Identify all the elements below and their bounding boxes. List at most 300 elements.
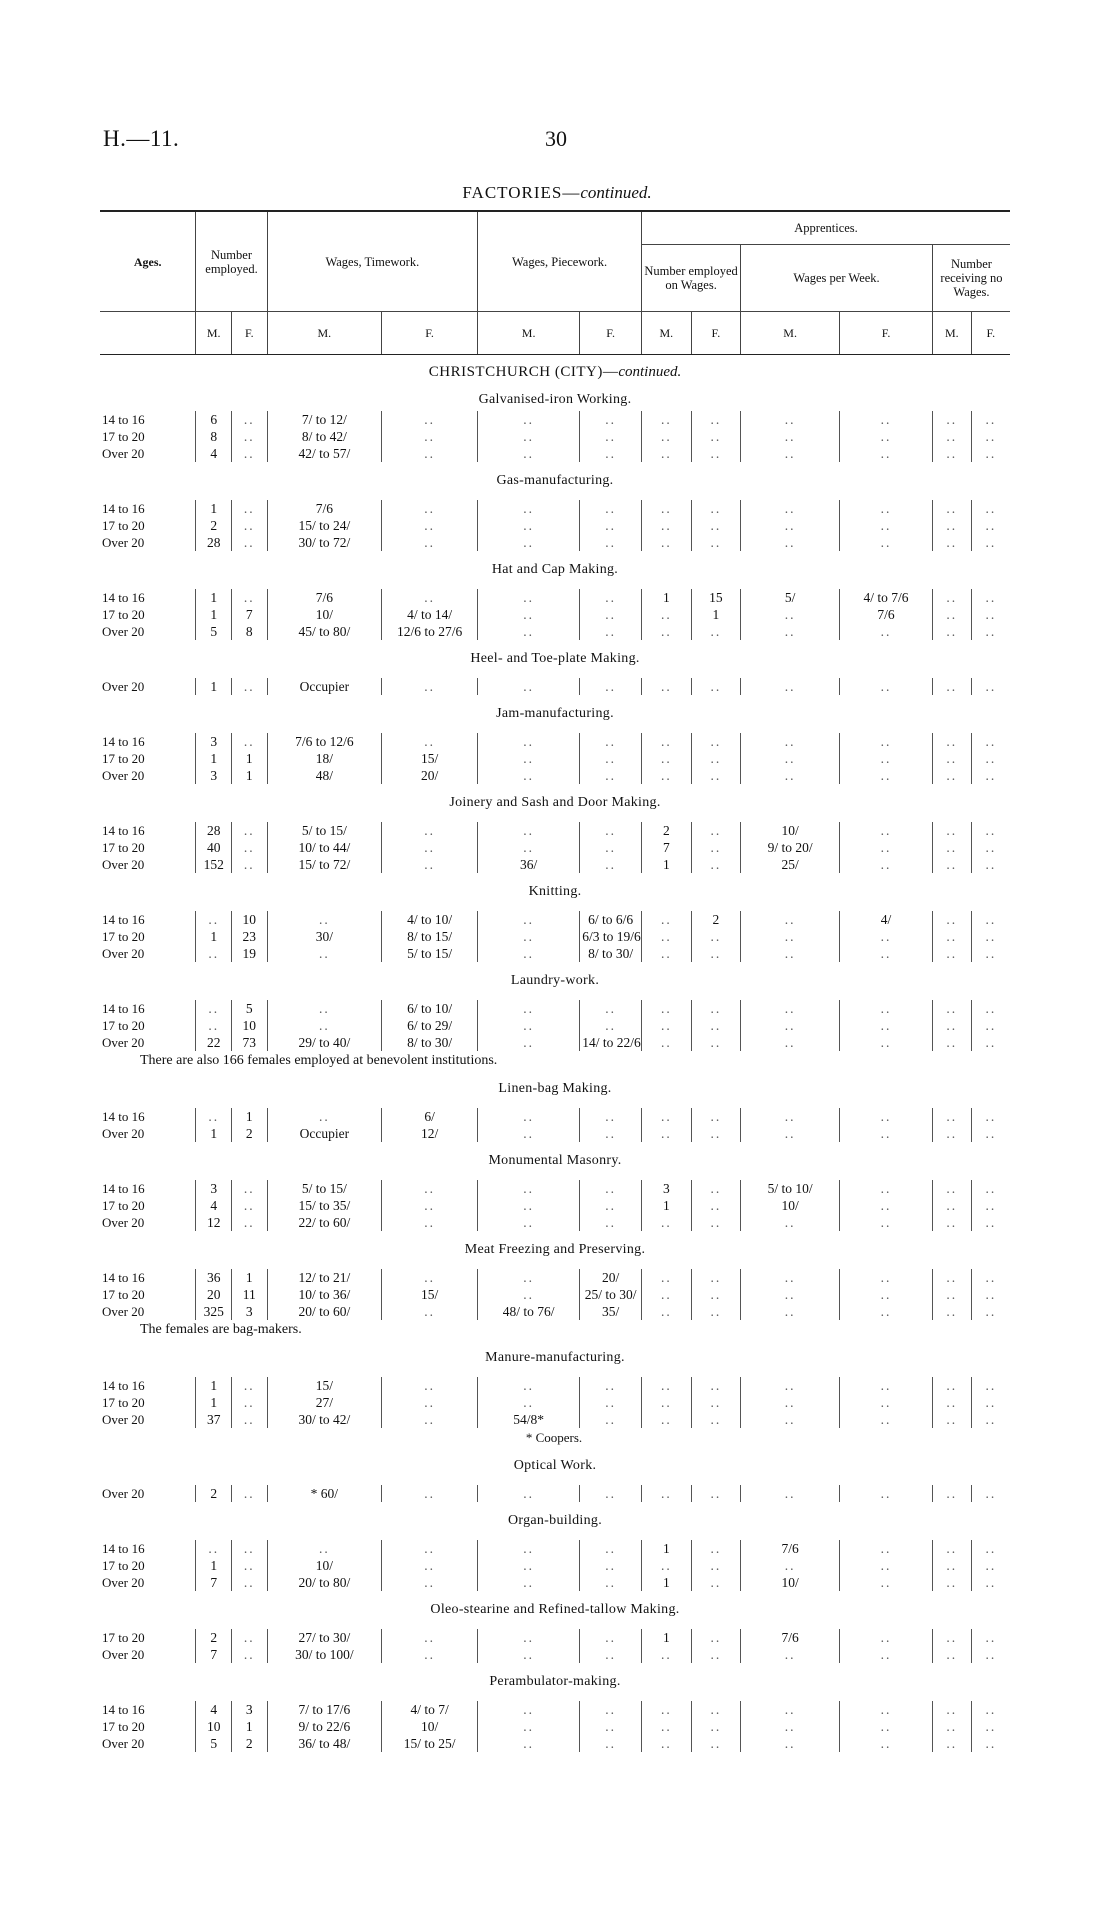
cell-timework-m: ..: [267, 945, 382, 962]
cell-apprentice-rate-m: ..: [741, 928, 840, 945]
cell-apprentice-rate-f: ..: [840, 1214, 933, 1231]
cell-employed-m: ..: [196, 911, 232, 928]
cell-apprentice-rate-f: ..: [840, 1269, 933, 1286]
cell-apprentice-rate-m: ..: [741, 1701, 840, 1718]
region-name: CHRISTCHURCH (CITY)—: [428, 364, 619, 380]
trade-heading: Meat Freezing and Preserving.: [464, 1242, 646, 1257]
cell-timework-m: 27/ to 30/: [267, 1629, 382, 1646]
cell-apprentice-rate-m: ..: [741, 767, 840, 784]
table-row: [100, 1197, 1010, 1214]
trade-heading: Galvanised-iron Working.: [478, 392, 632, 407]
cell-apprentice-rate-f: ..: [840, 928, 933, 945]
cell-apprentice-rate-f: ..: [840, 1574, 933, 1591]
cell-piecework-f: ..: [580, 623, 642, 640]
cell-apprentice-rate-m: ..: [741, 1269, 840, 1286]
cell-timework-m: 30/ to 100/: [267, 1646, 382, 1663]
cell-timework-f: 4/ to 14/: [382, 606, 478, 623]
cell-timework-f: ..: [382, 1214, 478, 1231]
cell-apprentice-wages-f: ..: [691, 445, 741, 462]
cell-apprentice-wages-f: ..: [691, 839, 741, 856]
cell-piecework-m: ..: [478, 1269, 580, 1286]
cell-apprentice-rate-m: ..: [741, 1411, 840, 1428]
cell-apprentice-rate-f: 4/: [840, 911, 933, 928]
table-row: [100, 839, 1010, 856]
cell-apprentice-rate-m: 5/ to 10/: [741, 1180, 840, 1197]
cell-timework-m: ..: [267, 1017, 382, 1034]
cell-employed-m: ..: [196, 1108, 232, 1125]
cell-piecework-f: ..: [580, 839, 642, 856]
page-identifier: H.—11.: [103, 126, 180, 151]
cell-timework-m: 5/ to 15/: [267, 1180, 382, 1197]
cell-timework-f: ..: [382, 1411, 478, 1428]
cell-age: 14 to 16: [100, 1000, 196, 1017]
cell-apprentice-nowage-m: ..: [932, 1540, 971, 1557]
cell-apprentice-rate-m: ..: [741, 733, 840, 750]
cell-apprentice-wages-f: ..: [691, 428, 741, 445]
header-wages-piecework: Wages, Piecework.: [478, 211, 642, 312]
cell-apprentice-wages-f: ..: [691, 411, 741, 428]
cell-piecework-m: ..: [478, 1180, 580, 1197]
cell-apprentice-nowage-f: ..: [985, 946, 997, 961]
cell-piecework-m: ..: [478, 1000, 580, 1017]
cell-employed-f: 73: [232, 1034, 268, 1051]
table-row: [100, 928, 1010, 945]
cell-employed-f: ..: [232, 534, 268, 551]
cell-apprentice-nowage-m: ..: [932, 1017, 971, 1034]
cell-age: 17 to 20: [100, 606, 196, 623]
cell-apprentice-rate-m: ..: [741, 1108, 840, 1125]
cell-piecework-m: ..: [478, 1485, 580, 1502]
cell-apprentice-rate-f: ..: [840, 1411, 933, 1428]
cell-apprentice-nowage-m: ..: [932, 1646, 971, 1663]
cell-apprentice-rate-m: 10/: [741, 1197, 840, 1214]
cell-piecework-m: ..: [478, 428, 580, 445]
cell-employed-f: ..: [232, 500, 268, 517]
cell-apprentice-rate-f: ..: [840, 1377, 933, 1394]
table-row: [100, 589, 1010, 606]
cell-timework-m: 15/ to 72/: [267, 856, 382, 873]
cell-apprentice-wages-f: ..: [691, 1125, 741, 1142]
cell-timework-f: 8/ to 15/: [382, 928, 478, 945]
cell-timework-f: ..: [382, 428, 478, 445]
cell-apprentice-nowage-m: ..: [932, 606, 971, 623]
cell-apprentice-wages-f: ..: [691, 1269, 741, 1286]
cell-apprentice-nowage-f: ..: [985, 1270, 997, 1285]
cell-apprentice-nowage-m: ..: [932, 1377, 971, 1394]
cell-timework-f: ..: [382, 1646, 478, 1663]
cell-age: 17 to 20: [100, 839, 196, 856]
cell-piecework-m: ..: [478, 1629, 580, 1646]
cell-timework-f: ..: [382, 1180, 478, 1197]
cell-apprentice-rate-f: ..: [840, 1735, 933, 1752]
cell-timework-m: ..: [267, 1108, 382, 1125]
table-row: [100, 500, 1010, 517]
cell-timework-m: 10/ to 44/: [267, 839, 382, 856]
cell-apprentice-nowage-m: ..: [932, 839, 971, 856]
table-row: [100, 1735, 1010, 1752]
trade-heading: Manure-manufacturing.: [485, 1350, 625, 1365]
cell-apprentice-rate-f: ..: [840, 678, 933, 695]
table-row: [100, 678, 1010, 695]
cell-apprentice-rate-f: ..: [840, 1394, 933, 1411]
cell-employed-m: 6: [196, 411, 232, 428]
cell-employed-f: ..: [232, 517, 268, 534]
cell-piecework-f: ..: [580, 534, 642, 551]
header-m: M.: [642, 312, 692, 355]
trade-heading: Knitting.: [528, 884, 582, 899]
cell-age: Over 20: [100, 1303, 196, 1320]
header-number-employed: Number employed.: [196, 211, 267, 312]
table-row: [100, 945, 1010, 962]
cell-employed-m: 36: [196, 1269, 232, 1286]
cell-timework-m: 29/ to 40/: [267, 1034, 382, 1051]
cell-employed-f: 3: [232, 1303, 268, 1320]
cell-employed-m: 7: [196, 1574, 232, 1591]
cell-timework-f: ..: [382, 589, 478, 606]
trade-heading: Oleo-stearine and Refined-tallow Making.: [430, 1602, 680, 1617]
cell-age: 17 to 20: [100, 1557, 196, 1574]
cell-employed-f: 23: [232, 928, 268, 945]
cell-piecework-f: ..: [580, 1629, 642, 1646]
cell-age: Over 20: [100, 856, 196, 873]
cell-age: 14 to 16: [100, 1377, 196, 1394]
cell-employed-f: ..: [232, 1411, 268, 1428]
cell-employed-f: ..: [232, 822, 268, 839]
cell-apprentice-nowage-f: ..: [985, 1198, 997, 1213]
cell-apprentice-rate-m: ..: [741, 534, 840, 551]
cell-apprentice-wages-f: ..: [691, 1557, 741, 1574]
section-note: The females are bag-makers.: [140, 1322, 302, 1337]
cell-piecework-f: ..: [580, 1701, 642, 1718]
cell-age: 14 to 16: [100, 411, 196, 428]
cell-apprentice-rate-m: ..: [741, 1125, 840, 1142]
cell-apprentice-wages-f: ..: [691, 928, 741, 945]
cell-employed-f: ..: [232, 428, 268, 445]
region-continued: continued.: [618, 364, 682, 380]
table-row: [100, 1574, 1010, 1591]
cell-piecework-m: ..: [478, 1197, 580, 1214]
cell-piecework-m: ..: [478, 500, 580, 517]
cell-piecework-f: 14/ to 22/6: [580, 1034, 642, 1051]
cell-age: Over 20: [100, 1646, 196, 1663]
cell-piecework-m: ..: [478, 767, 580, 784]
cell-apprentice-nowage-f: ..: [985, 768, 997, 783]
cell-apprentice-rate-m: ..: [741, 623, 840, 640]
cell-apprentice-rate-f: ..: [840, 750, 933, 767]
cell-timework-f: ..: [382, 1394, 478, 1411]
cell-apprentice-wages-f: ..: [691, 1574, 741, 1591]
cell-apprentice-nowage-m: ..: [932, 1180, 971, 1197]
table-row: [100, 1377, 1010, 1394]
cell-apprentice-wages-m: ..: [642, 1125, 692, 1142]
cell-apprentice-nowage-m: ..: [932, 623, 971, 640]
cell-apprentice-wages-f: ..: [691, 1000, 741, 1017]
cell-piecework-f: ..: [580, 1574, 642, 1591]
cell-age: 17 to 20: [100, 517, 196, 534]
cell-timework-f: ..: [382, 1629, 478, 1646]
cell-apprentice-rate-f: 7/6: [840, 606, 933, 623]
table-row: [100, 1125, 1010, 1142]
cell-age: Over 20: [100, 1411, 196, 1428]
cell-piecework-f: ..: [580, 733, 642, 750]
cell-apprentice-nowage-m: ..: [932, 1557, 971, 1574]
cell-apprentice-wages-m: ..: [642, 445, 692, 462]
cell-age: Over 20: [100, 1574, 196, 1591]
cell-timework-f: ..: [382, 822, 478, 839]
table-row: [100, 1108, 1010, 1125]
cell-apprentice-nowage-f: ..: [985, 1287, 997, 1302]
cell-apprentice-rate-m: ..: [741, 678, 840, 695]
cell-apprentice-nowage-f: ..: [985, 1109, 997, 1124]
cell-apprentice-wages-f: ..: [691, 1701, 741, 1718]
cell-piecework-m: ..: [478, 411, 580, 428]
table-row: [100, 1214, 1010, 1231]
cell-apprentice-rate-m: ..: [741, 750, 840, 767]
cell-apprentice-wages-m: ..: [642, 1017, 692, 1034]
region-heading: [100, 355, 1010, 390]
cell-apprentice-wages-f: ..: [691, 1214, 741, 1231]
cell-apprentice-wages-m: ..: [642, 911, 692, 928]
cell-employed-m: 1: [196, 500, 232, 517]
cell-timework-m: 7/6: [267, 589, 382, 606]
cell-age: 17 to 20: [100, 1394, 196, 1411]
cell-age: 14 to 16: [100, 911, 196, 928]
cell-age: 17 to 20: [100, 1718, 196, 1735]
cell-timework-f: ..: [382, 1557, 478, 1574]
cell-apprentice-wages-f: ..: [691, 1180, 741, 1197]
cell-apprentice-nowage-f: ..: [985, 823, 997, 838]
cell-apprentice-rate-f: ..: [840, 1108, 933, 1125]
cell-employed-f: 2: [232, 1125, 268, 1142]
cell-apprentice-nowage-f: ..: [985, 624, 997, 639]
cell-apprentice-wages-m: 3: [642, 1180, 692, 1197]
cell-piecework-f: ..: [580, 822, 642, 839]
cell-apprentice-wages-f: ..: [691, 1108, 741, 1125]
cell-apprentice-rate-f: ..: [840, 1557, 933, 1574]
cell-piecework-f: ..: [580, 1718, 642, 1735]
page-number: 30: [545, 126, 567, 151]
cell-age: Over 20: [100, 678, 196, 695]
cell-timework-m: 36/ to 48/: [267, 1735, 382, 1752]
cell-employed-m: 5: [196, 623, 232, 640]
cell-timework-m: 45/ to 80/: [267, 623, 382, 640]
cell-employed-f: ..: [232, 856, 268, 873]
cell-timework-f: 20/: [382, 767, 478, 784]
cell-employed-m: 1: [196, 750, 232, 767]
header-f: F.: [971, 312, 1010, 355]
header-ages-blank: [100, 312, 196, 355]
cell-piecework-f: ..: [580, 1557, 642, 1574]
trade-heading: Hat and Cap Making.: [491, 562, 619, 577]
cell-employed-f: 19: [232, 945, 268, 962]
cell-age: 17 to 20: [100, 1197, 196, 1214]
cell-employed-f: 3: [232, 1701, 268, 1718]
cell-employed-f: ..: [232, 1197, 268, 1214]
header-ages: Ages.: [100, 211, 196, 312]
cell-apprentice-wages-f: 15: [691, 589, 741, 606]
cell-apprentice-wages-f: ..: [691, 517, 741, 534]
cell-apprentice-nowage-m: ..: [932, 767, 971, 784]
cell-timework-f: ..: [382, 1377, 478, 1394]
cell-employed-f: 8: [232, 623, 268, 640]
cell-piecework-m: ..: [478, 623, 580, 640]
document-title: [0, 183, 1114, 203]
cell-piecework-m: ..: [478, 589, 580, 606]
cell-piecework-m: ..: [478, 1557, 580, 1574]
table-row: [100, 606, 1010, 623]
cell-piecework-m: ..: [478, 839, 580, 856]
cell-apprentice-nowage-f: ..: [985, 1486, 997, 1501]
cell-piecework-m: ..: [478, 1735, 580, 1752]
table-row: [100, 1286, 1010, 1303]
cell-apprentice-wages-m: ..: [642, 623, 692, 640]
cell-piecework-m: ..: [478, 1286, 580, 1303]
cell-apprentice-wages-m: ..: [642, 1303, 692, 1320]
cell-employed-f: ..: [232, 678, 268, 695]
cell-apprentice-wages-m: ..: [642, 945, 692, 962]
cell-piecework-m: ..: [478, 1017, 580, 1034]
cell-apprentice-wages-m: ..: [642, 678, 692, 695]
cell-piecework-m: ..: [478, 606, 580, 623]
cell-employed-f: ..: [232, 1214, 268, 1231]
cell-apprentice-nowage-f: ..: [985, 518, 997, 533]
cell-apprentice-wages-m: ..: [642, 428, 692, 445]
cell-timework-m: 10/: [267, 1557, 382, 1574]
cell-piecework-m: ..: [478, 1377, 580, 1394]
cell-apprentice-wages-m: ..: [642, 1557, 692, 1574]
cell-apprentice-wages-m: ..: [642, 1034, 692, 1051]
table-row: [100, 1646, 1010, 1663]
cell-age: 14 to 16: [100, 1701, 196, 1718]
cell-apprentice-nowage-f: ..: [985, 1719, 997, 1734]
cell-age: Over 20: [100, 1485, 196, 1502]
cell-apprentice-wages-f: ..: [691, 1540, 741, 1557]
cell-apprentice-nowage-m: ..: [932, 911, 971, 928]
cell-employed-m: 3: [196, 767, 232, 784]
cell-apprentice-wages-f: ..: [691, 945, 741, 962]
cell-timework-f: ..: [382, 839, 478, 856]
cell-employed-f: 11: [232, 1286, 268, 1303]
cell-apprentice-wages-f: ..: [691, 1286, 741, 1303]
cell-timework-f: ..: [382, 1485, 478, 1502]
cell-employed-m: 152: [196, 856, 232, 873]
cell-timework-f: 15/: [382, 750, 478, 767]
cell-apprentice-rate-f: ..: [840, 1180, 933, 1197]
cell-piecework-f: ..: [580, 678, 642, 695]
cell-apprentice-rate-m: ..: [741, 1646, 840, 1663]
cell-apprentice-rate-f: ..: [840, 1718, 933, 1735]
cell-employed-f: ..: [232, 1629, 268, 1646]
cell-piecework-f: 6/3 to 19/6: [580, 928, 642, 945]
cell-piecework-f: 8/ to 30/: [580, 945, 642, 962]
cell-apprentice-nowage-m: ..: [932, 1197, 971, 1214]
cell-piecework-m: ..: [478, 1574, 580, 1591]
cell-apprentice-nowage-m: ..: [932, 822, 971, 839]
cell-timework-f: ..: [382, 500, 478, 517]
cell-timework-m: 7/6 to 12/6: [267, 733, 382, 750]
cell-employed-f: ..: [232, 589, 268, 606]
cell-employed-m: 12: [196, 1214, 232, 1231]
cell-apprentice-wages-f: ..: [691, 1197, 741, 1214]
cell-apprentice-nowage-f: ..: [985, 412, 997, 427]
cell-employed-f: ..: [232, 1574, 268, 1591]
cell-apprentice-rate-f: ..: [840, 534, 933, 551]
cell-apprentice-wages-m: 1: [642, 1629, 692, 1646]
cell-apprentice-rate-m: ..: [741, 1735, 840, 1752]
cell-piecework-m: ..: [478, 733, 580, 750]
cell-timework-m: 48/: [267, 767, 382, 784]
cell-apprentice-wages-m: ..: [642, 1214, 692, 1231]
cell-apprentice-nowage-f: ..: [985, 1126, 997, 1141]
cell-apprentice-wages-m: ..: [642, 1485, 692, 1502]
cell-age: 14 to 16: [100, 1108, 196, 1125]
header-apprentices-no-wages: Number receiving no Wages.: [932, 245, 1010, 312]
cell-apprentice-wages-m: ..: [642, 767, 692, 784]
cell-apprentice-nowage-m: ..: [932, 1394, 971, 1411]
cell-employed-f: ..: [232, 1646, 268, 1663]
cell-piecework-f: ..: [580, 856, 642, 873]
cell-apprentice-nowage-f: ..: [985, 1215, 997, 1230]
cell-apprentice-nowage-f: ..: [985, 1575, 997, 1590]
cell-apprentice-nowage-f: ..: [985, 590, 997, 605]
cell-timework-f: ..: [382, 733, 478, 750]
cell-apprentice-nowage-f: ..: [985, 1181, 997, 1196]
cell-employed-m: 4: [196, 1701, 232, 1718]
cell-apprentice-nowage-m: ..: [932, 517, 971, 534]
cell-employed-m: ..: [196, 945, 232, 962]
cell-apprentice-rate-m: ..: [741, 1017, 840, 1034]
cell-employed-f: 10: [232, 911, 268, 928]
cell-apprentice-wages-m: ..: [642, 1108, 692, 1125]
cell-apprentice-wages-m: ..: [642, 1394, 692, 1411]
cell-apprentice-rate-f: ..: [840, 1197, 933, 1214]
cell-apprentice-rate-m: ..: [741, 500, 840, 517]
cell-apprentice-rate-f: ..: [840, 623, 933, 640]
cell-apprentice-nowage-m: ..: [932, 733, 971, 750]
cell-piecework-m: ..: [478, 1108, 580, 1125]
cell-apprentice-rate-f: ..: [840, 945, 933, 962]
cell-timework-f: ..: [382, 534, 478, 551]
cell-employed-f: ..: [232, 445, 268, 462]
cell-apprentice-wages-m: 1: [642, 856, 692, 873]
cell-employed-m: 7: [196, 1646, 232, 1663]
cell-piecework-f: ..: [580, 1108, 642, 1125]
table-row: [100, 1540, 1010, 1557]
cell-apprentice-nowage-f: ..: [985, 1412, 997, 1427]
cell-timework-m: ..: [267, 1540, 382, 1557]
title-main: FACTORIES—: [462, 183, 581, 202]
trade-heading: Optical Work.: [513, 1458, 597, 1473]
cell-timework-m: 20/ to 80/: [267, 1574, 382, 1591]
cell-apprentice-wages-m: 1: [642, 1574, 692, 1591]
table-row: [100, 1629, 1010, 1646]
cell-employed-f: ..: [232, 1540, 268, 1557]
cell-timework-f: 6/ to 29/: [382, 1017, 478, 1034]
cell-apprentice-nowage-m: ..: [932, 411, 971, 428]
cell-employed-m: 22: [196, 1034, 232, 1051]
title-continued: continued.: [580, 183, 652, 202]
cell-apprentice-nowage-f: ..: [985, 1018, 997, 1033]
cell-apprentice-nowage-m: ..: [932, 1574, 971, 1591]
cell-timework-m: 30/: [267, 928, 382, 945]
cell-apprentice-rate-f: ..: [840, 767, 933, 784]
cell-piecework-m: ..: [478, 534, 580, 551]
cell-apprentice-rate-m: ..: [741, 445, 840, 462]
cell-apprentice-nowage-f: ..: [985, 751, 997, 766]
cell-employed-m: 2: [196, 1629, 232, 1646]
cell-piecework-m: ..: [478, 445, 580, 462]
table-row: [100, 445, 1010, 462]
